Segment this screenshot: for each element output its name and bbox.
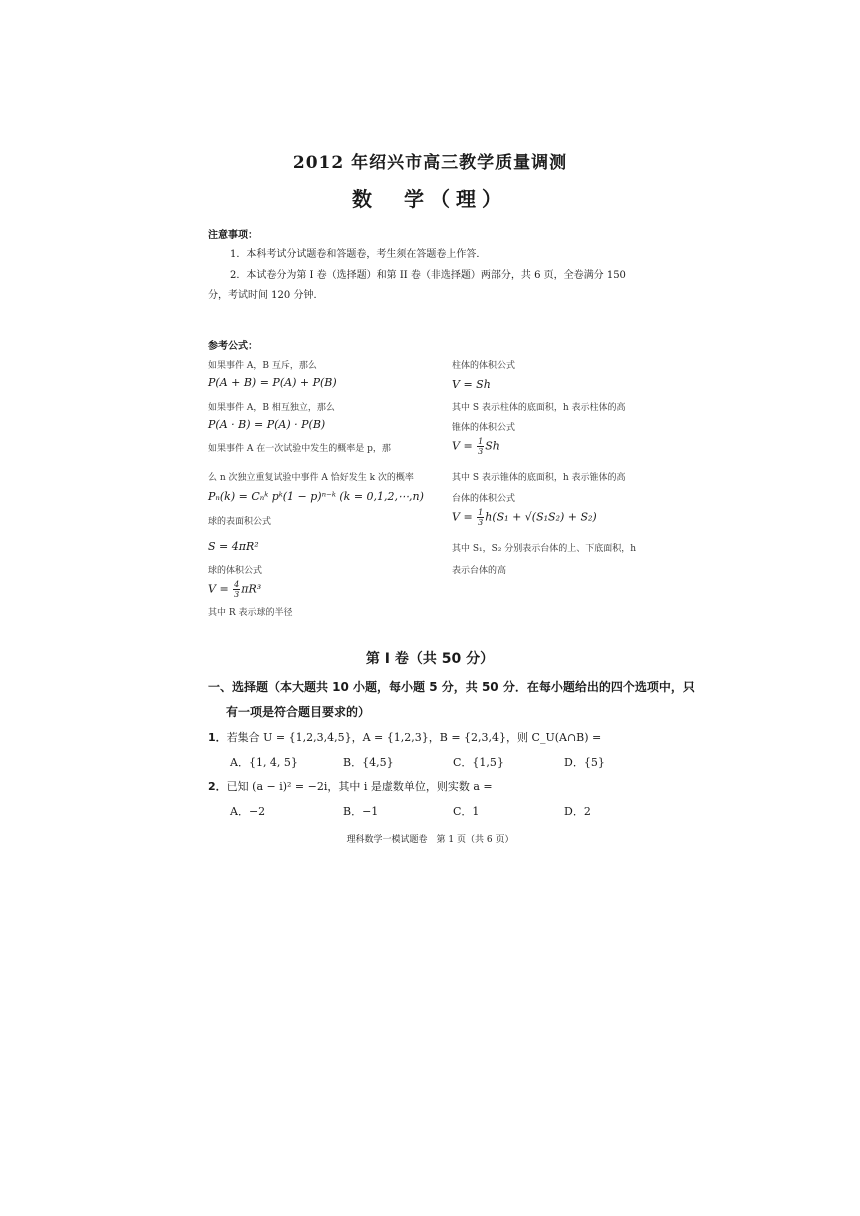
question-stem	[208, 778, 493, 794]
formula-left-line: 如果事件 A，B 相互独立，那么	[208, 403, 335, 413]
section-title: 第 I 卷（共 50 分）	[365, 651, 495, 667]
fraction-numerator: 1	[478, 437, 484, 446]
option-b[interactable]: B．{4,5}	[343, 756, 394, 769]
fraction-denominator: 3	[234, 590, 240, 599]
question-text: 若集合 U = {1,2,3,4,5}，A = {1,2,3}，B = {2,3,4}，则 C_U(A∩B) =	[226, 731, 602, 744]
note-item-3: 分，考试时间 120 分钟．	[208, 290, 324, 301]
formula-left-line: 么 n 次独立重复试验中事件 A 恰好发生 k 次的概率	[208, 473, 414, 483]
formula-right-line: 其中 S 表示锥体的底面积，h 表示锥体的高	[452, 473, 626, 483]
sphere-volume-formula	[208, 580, 261, 599]
part-instructions-line-2: 有一项是符合题目要求的）	[226, 705, 371, 719]
formula-right-line: 锥体的体积公式	[452, 423, 516, 433]
formula-left-line: 其中 R 表示球的半径	[208, 608, 293, 618]
formula-right-line: 其中 S 表示柱体的底面积，h 表示柱体的高	[452, 403, 626, 413]
note-item-1: 1．本科考试分试题卷和答题卷，考生须在答题卷上作答．	[230, 249, 487, 260]
option-c[interactable]: C．1	[453, 805, 480, 818]
fraction-numerator: 4	[234, 580, 240, 589]
exam-title: 2012 年绍兴市高三教学质量调测	[292, 153, 568, 173]
formula-left-line: S = 4πR²	[208, 540, 259, 553]
fraction-numerator: 1	[478, 508, 484, 517]
cone-volume-formula	[452, 437, 500, 456]
formula-part: V =	[208, 582, 233, 596]
formulas-heading: 参考公式：	[208, 341, 258, 352]
option-a[interactable]: A．{1, 4, 5}	[230, 756, 298, 769]
question-number: 2．	[208, 780, 227, 793]
note-item-2: 2．本试卷分为第 I 卷（选择题）和第 II 卷（非选择题）两部分，共 6 页，全卷满分 150	[230, 270, 626, 281]
formula-left-line: 如果事件 A，B 互斥，那么	[208, 361, 317, 371]
formula-part: h(S₁ + √(S₁S₂) + S₂)	[485, 510, 597, 524]
option-b[interactable]: B．−1	[343, 805, 379, 818]
formula-right-line: V = Sh	[452, 378, 491, 391]
fraction-denominator: 3	[478, 447, 484, 456]
fraction	[233, 580, 240, 599]
option-d[interactable]: D．2	[564, 805, 591, 818]
fraction-denominator: 3	[478, 518, 484, 527]
frustum-volume-formula	[452, 508, 597, 527]
part-instructions-line-1: 一、选择题（本大题共 10 小题，每小题 5 分，共 50 分．在每小题给出的四个选项中，只	[208, 680, 695, 694]
notes-heading: 注意事项：	[208, 230, 258, 241]
formula-left-line: P(A + B) = P(A) + P(B)	[208, 376, 337, 389]
formula-left-line: 球的体积公式	[208, 566, 263, 576]
option-c[interactable]: C．{1,5}	[453, 756, 504, 769]
formula-part: V =	[452, 510, 477, 524]
formula-right-line: 柱体的体积公式	[452, 361, 516, 371]
option-d[interactable]: D．{5}	[564, 756, 605, 769]
question-text: 已知 (a − i)² = −2i，其中 i 是虚数单位，则实数 a =	[226, 780, 493, 793]
formula-left-line: 球的表面积公式	[208, 517, 272, 527]
page-footer: 理科数学一模试题卷 第 1 页（共 6 页）	[346, 835, 514, 845]
formula-part: V =	[452, 439, 477, 453]
formula-part: Sh	[485, 439, 500, 453]
exam-subtitle: 数 学（理）	[352, 187, 508, 211]
question-number: 1．	[208, 731, 227, 744]
option-a[interactable]: A．−2	[230, 805, 266, 818]
formula-left-line: Pₙ(k) = Cₙᵏ pᵏ(1 − p)ⁿ⁻ᵏ (k = 0,1,2,⋯,n)	[208, 490, 424, 503]
fraction	[477, 508, 484, 527]
question-stem	[208, 729, 601, 745]
formula-right-line: 台体的体积公式	[452, 494, 516, 504]
formula-right-line: 其中 S₁，S₂ 分别表示台体的上、下底面积，h	[452, 544, 637, 554]
fraction	[477, 437, 484, 456]
formula-left-line: P(A · B) = P(A) · P(B)	[208, 418, 326, 431]
formula-right-line: 表示台体的高	[452, 566, 507, 576]
formula-part: πR³	[241, 582, 262, 596]
formula-left-line: 如果事件 A 在一次试验中发生的概率是 p，那	[208, 444, 391, 454]
